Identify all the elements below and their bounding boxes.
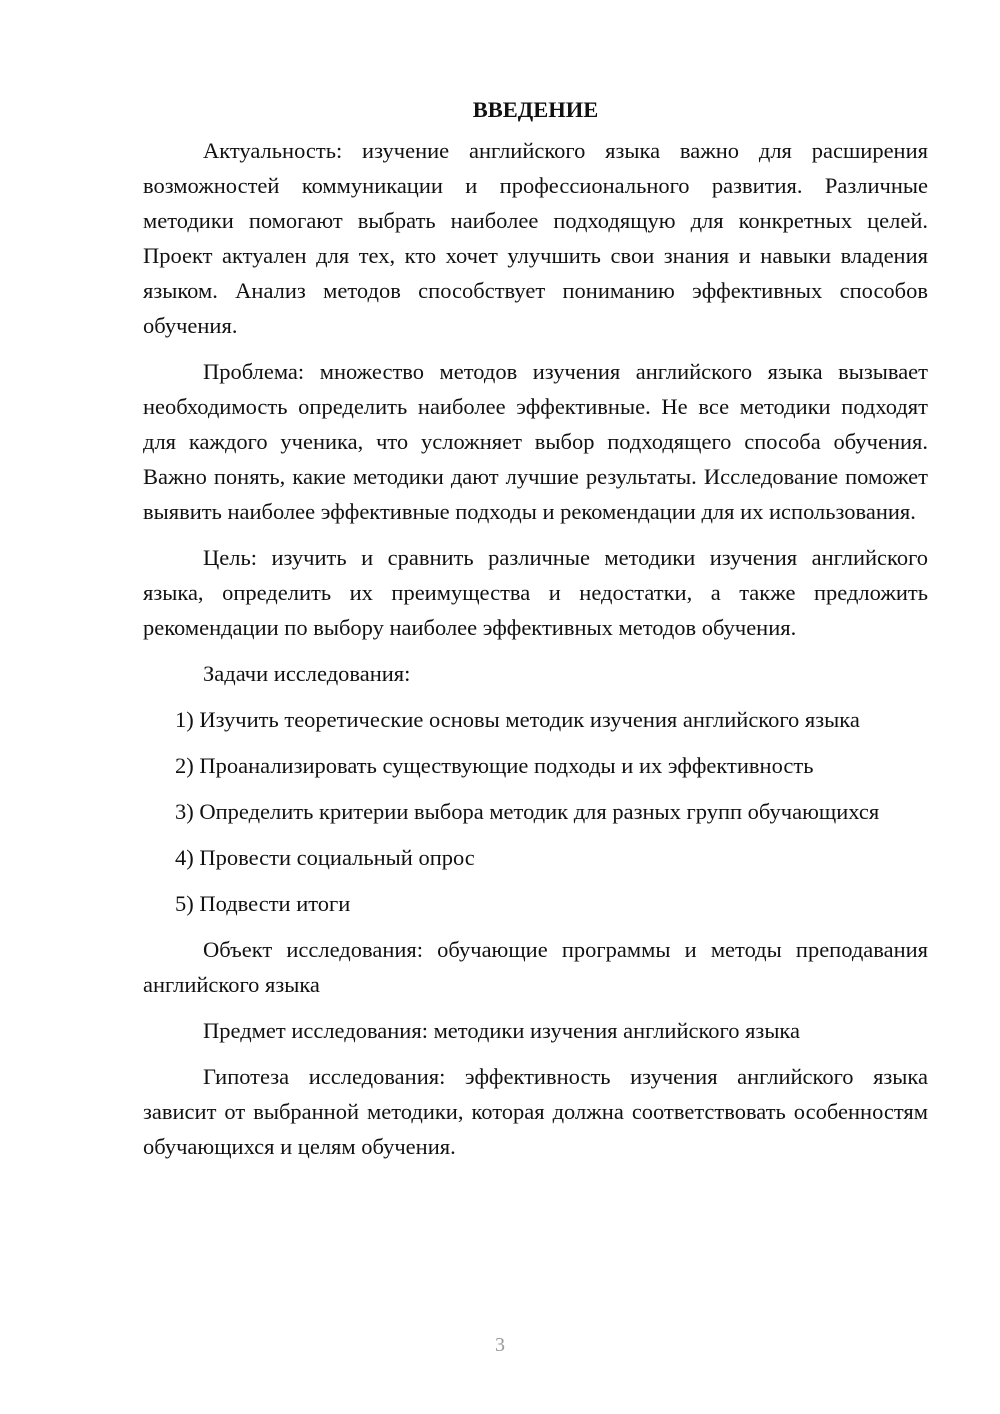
paragraph-hypothesis: Гипотеза исследования: эффективность изучения английского языка зависит от выбранной методики, которая должна соответствовать особенностям обучающихся и целям обучения. bbox=[143, 1064, 928, 1159]
task-item-5: 5) Подвести итоги bbox=[175, 891, 351, 916]
page-number: 3 bbox=[495, 1334, 505, 1356]
paragraph-object: Объект исследования: обучающие программы и методы преподавания английского языка bbox=[143, 937, 928, 997]
paragraph-subject: Предмет исследования: методики изучения английского языка bbox=[203, 1018, 801, 1043]
page-title: ВВЕДЕНИЕ bbox=[472, 97, 599, 122]
tasks-heading: Задачи исследования: bbox=[203, 661, 411, 686]
paragraph-relevance: Актуальность: изучение английского языка важно для расширения возможностей коммуникации и профессионального развития. Различные методики помогают выбрать наиболее подходящую для конкретных целей. Проект актуален для тех, кто хочет улучшить свои знания и навыки владения языком. Анализ методов способствует пониманию эффективных способов обучения. bbox=[143, 138, 928, 338]
task-item-2: 2) Проанализировать существующие подходы и их эффективность bbox=[175, 753, 814, 778]
page-content bbox=[143, 92, 928, 1175]
paragraph-goal: Цель: изучить и сравнить различные методики изучения английского языка, определить их преимущества и недостатки, а также предложить рекомендации по выбору наиболее эффективных методов обучения. bbox=[143, 545, 928, 640]
task-item-4: 4) Провести социальный опрос bbox=[175, 845, 475, 870]
paragraph-problem: Проблема: множество методов изучения английского языка вызывает необходимость определить наиболее эффективные. Не все методики подходят для каждого ученика, что усложняет выбор подходящего способа обучения. Важно понять, какие методики дают лучшие результаты. Исследование поможет выявить наиболее эффективные подходы и рекомендации для их использования. bbox=[143, 359, 928, 524]
task-item-3: 3) Определить критерии выбора методик для разных групп обучающихся bbox=[175, 799, 880, 824]
task-item-1: 1) Изучить теоретические основы методик изучения английского языка bbox=[175, 707, 860, 732]
